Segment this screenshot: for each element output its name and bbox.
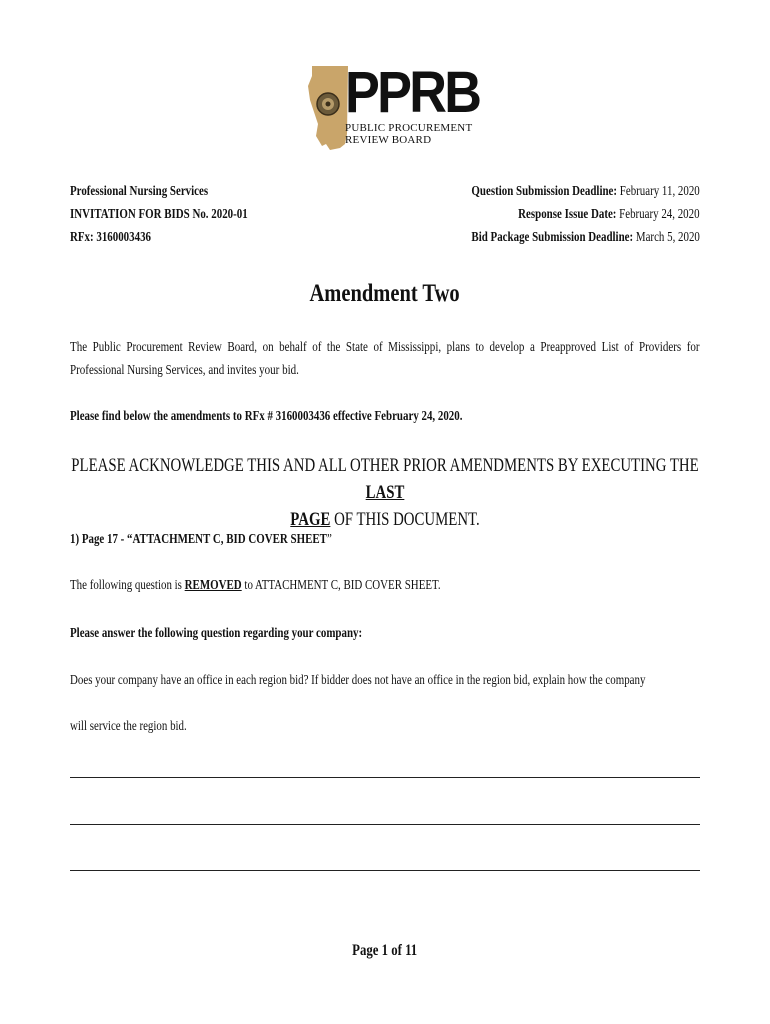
answer-line[interactable] bbox=[70, 870, 700, 871]
acknowledge-notice: PLEASE ACKNOWLEDGE THIS AND ALL OTHER PRIOR AMENDMENTS BY EXECUTING THE LAST PAGE OF THIS DOCUMENT. bbox=[71, 455, 699, 530]
question-line-1: Does your company have an office in each region bid? If bidder does not have an office in the region bid, explain how the company bbox=[70, 673, 646, 688]
last-emphasis: LAST bbox=[365, 482, 405, 503]
header-left bbox=[70, 180, 298, 249]
document-title: Amendment Two bbox=[309, 280, 461, 307]
item1-heading: 1) Page 17 - “ATTACHMENT C, BID COVER SHEET” bbox=[70, 532, 332, 547]
bid-deadline-label: Bid Package Submission Deadline: bbox=[471, 230, 634, 245]
logo-acronym: PPRB bbox=[345, 60, 480, 125]
logo-subtitle-2: REVIEW BOARD bbox=[345, 134, 432, 146]
bid-deadline-value: March 5, 2020 bbox=[633, 230, 700, 245]
logo-subtitle-1: PUBLIC PROCUREMENT bbox=[345, 122, 473, 134]
amendments-notice: Please find below the amendments to RFx # 3160003436 effective February 24, 2020. bbox=[70, 409, 463, 424]
response-issue-date bbox=[519, 203, 700, 226]
removed-statement: The following question is REMOVED to ATTACHMENT C, BID COVER SHEET. bbox=[70, 578, 441, 593]
question-deadline-label: Question Submission Deadline: bbox=[471, 184, 618, 199]
bid-submission-deadline bbox=[472, 226, 700, 249]
answer-line[interactable] bbox=[70, 824, 700, 825]
intro-paragraph: The Public Procurement Review Board, on behalf of the State of Mississippi, plans to develop a Preapproved List of Providers for Professional Nursing Services, and invites your bid. bbox=[70, 340, 700, 378]
response-issue-label: Response Issue Date: bbox=[518, 207, 617, 222]
service-name: Professional Nursing Services bbox=[70, 184, 209, 199]
removed-emphasis: REMOVED bbox=[184, 578, 242, 593]
page-emphasis: PAGE bbox=[290, 509, 331, 530]
rfx-number: RFx: 3160003436 bbox=[70, 230, 151, 245]
ifb-number: INVITATION FOR BIDS No. 2020-01 bbox=[70, 207, 248, 222]
answer-line[interactable] bbox=[70, 777, 700, 778]
question-deadline-value: February 11, 2020 bbox=[617, 184, 700, 199]
question-heading: Please answer the following question regarding your company: bbox=[70, 626, 363, 641]
page-number: Page 1 of 11 bbox=[352, 942, 418, 959]
response-issue-value: February 24, 2020 bbox=[616, 207, 700, 222]
header-right bbox=[407, 180, 700, 249]
question-deadline bbox=[472, 180, 700, 203]
question-line-2: will service the region bid. bbox=[70, 719, 187, 734]
